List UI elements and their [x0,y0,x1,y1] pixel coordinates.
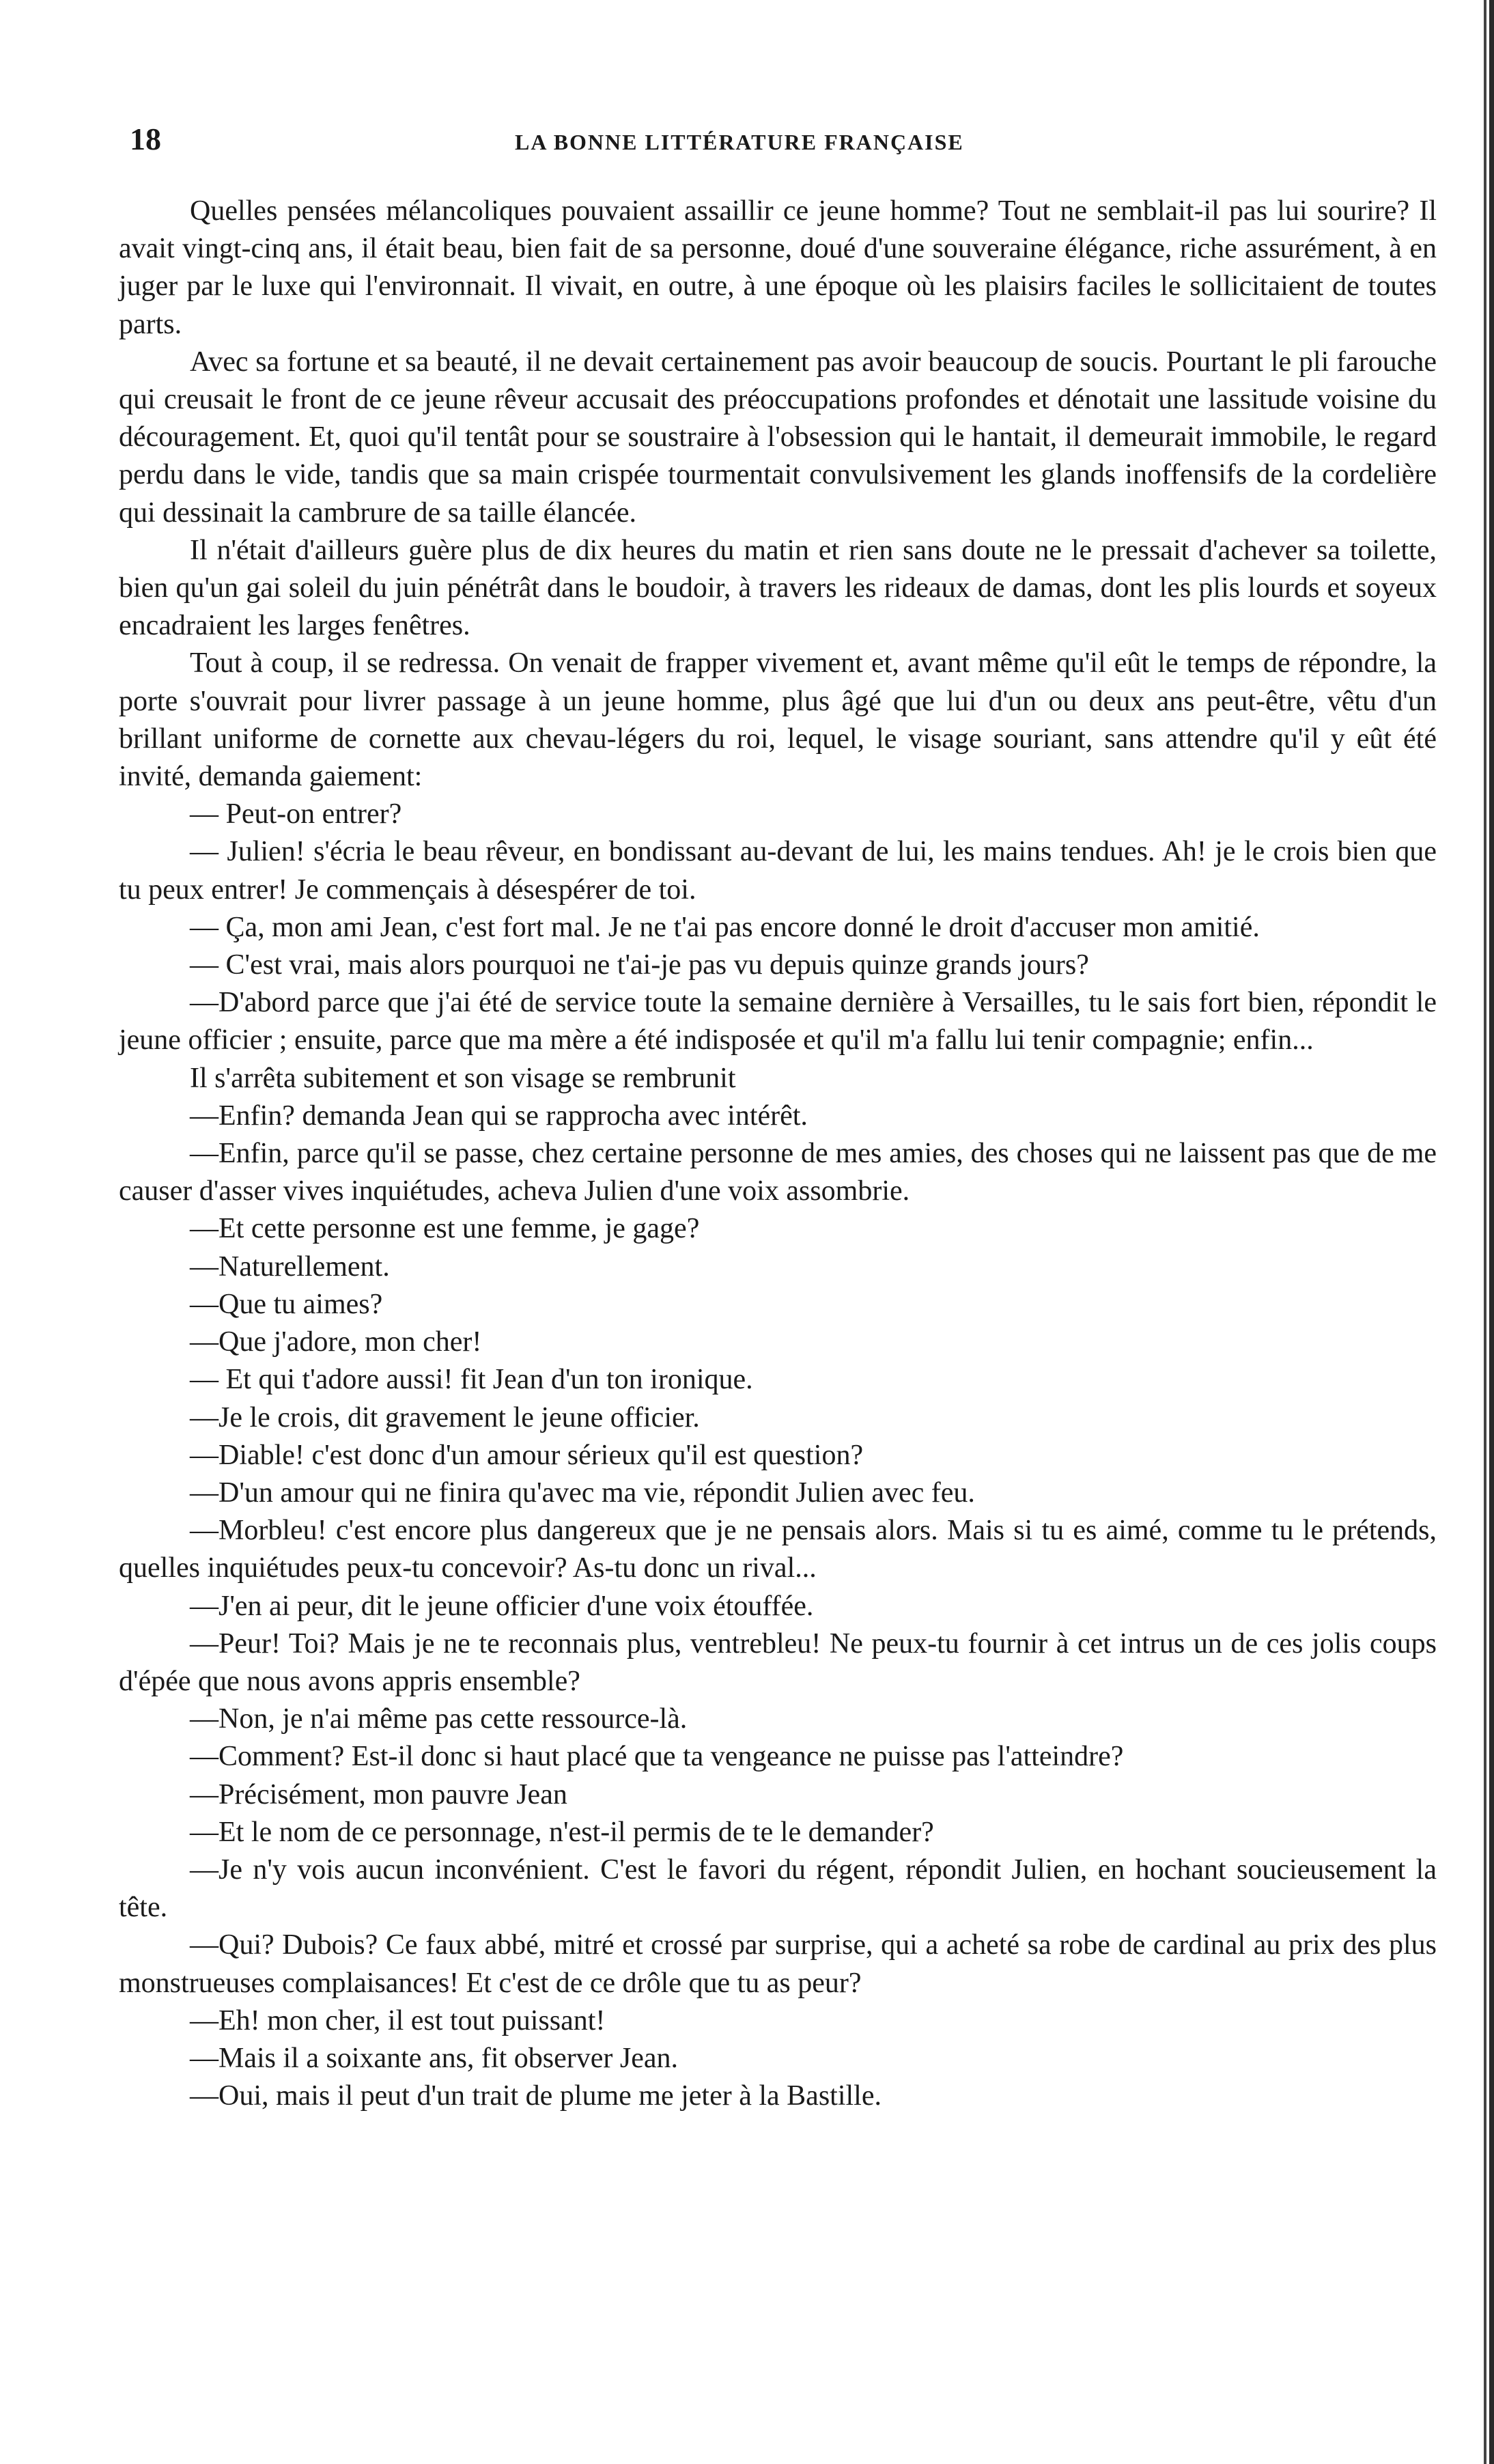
dialogue-line: —Diable! c'est donc d'un amour sérieux qu'il est question? [190,1439,864,1471]
paragraph: Il s'arrêta subitement et son visage se rembrunit [190,1062,736,1094]
dialogue-line: —Que tu aimes? [190,1288,383,1320]
paragraph: Avec sa fortune et sa beauté, il ne devait certainement pas avoir beaucoup de soucis. Pourtant le pli farouche qui creusait le front de ce jeune rêveur accusait des préoccupations profondes et dénotait une lassitude voisine du découragement. Et, quoi qu'il tentât pour se soustraire à l'obsession qui le hantait, il demeurait immobile, le regard perdu dans le vide, tandis que sa main crispée tourmentait convulsivement les glands inoffensifs de la cordelière qui dessinait la cambrure de sa taille élancée. [119,346,1437,529]
dialogue-line: — Et qui t'adore aussi! fit Jean d'un ton ironique. [190,1364,753,1396]
dialogue-line: —D'un amour qui ne finira qu'avec ma vie, répondit Julien avec feu. [190,1476,975,1509]
dialogue-line: —Et le nom de ce personnage, n'est-il permis de te le demander? [190,1816,934,1848]
dialogue-line: — Ça, mon ami Jean, c'est fort mal. Je ne t'ai pas encore donné le droit d'accuser mon amitié. [190,911,1260,943]
dialogue-line: — Peut-on entrer? [190,798,402,830]
dialogue-line: —Mais il a soixante ans, fit observer Jean. [190,2042,678,2074]
dialogue-line: —Eh! mon cher, il est tout puissant! [190,2004,606,2036]
dialogue-line: —Naturellement. [190,1250,390,1283]
dialogue-line: —Précisément, mon pauvre Jean [190,1778,567,1810]
dialogue-line: —Comment? Est-il donc si haut placé que ta vengeance ne puisse pas l'atteindre? [190,1741,1124,1773]
page-edge-shadow [1484,0,1486,2464]
paragraph: Quelles pensées mélancoliques pouvaient assaillir ce jeune homme? Tout ne semblait-il pas lui sourire? Il avait vingt-cinq ans, il était beau, bien fait de sa personne, doué d'une souveraine élégance, riche assurément, à en juger par le luxe qui l'environnait. Il vivait, en outre, à une époque où les plaisirs faciles le sollicitaient de toutes parts. [119,195,1437,340]
dialogue-line: —Enfin, parce qu'il se passe, chez certaine personne de mes amies, des choses qui ne laissent pas que de me causer d'asser vives inquiétudes, acheva Julien d'une voix assombrie. [119,1138,1437,1207]
dialogue-line: —Je n'y vois aucun inconvénient. C'est le favori du régent, répondit Julien, en hochant soucieusement la tête. [119,1853,1437,1924]
paragraph: Tout à coup, il se redressa. On venait de frapper vivement et, avant même qu'il eût le temps de répondre, la porte s'ouvrait pour livrer passage à un jeune homme, plus âgé que lui d'un ou deux ans peut-être, vêtu d'un brillant uniforme de cornette aux chevau-légers du roi, lequel, le visage souriant, sans attendre qu'il y eût été invité, demanda gaiement: [119,647,1437,793]
page-header [119,116,1437,164]
dialogue-line: — C'est vrai, mais alors pourquoi ne t'ai-je pas vu depuis quinze grands jours? [190,949,1089,981]
dialogue-line: —J'en ai peur, dit le jeune officier d'une voix étouffée. [190,1590,814,1622]
paragraph: Il n'était d'ailleurs guère plus de dix heures du matin et rien sans doute ne le pressait d'achever sa toilette, bien qu'un gai soleil du juin pénétrât dans le boudoir, à travers les rideaux de damas, dont les plis lourds et soyeux encadraient les larges fenêtres. [119,534,1437,642]
dialogue-line: —Peur! Toi? Mais je ne te reconnais plus, ventrebleu! Ne peux-tu fournir à cet intrus un de ces jolis coups d'épée que nous avons appris ensemble? [119,1627,1437,1697]
dialogue-line: —Oui, mais il peut d'un trait de plume me jeter à la Bastille. [190,2080,882,2112]
dialogue-line: —Non, je n'ai même pas cette ressource-là. [190,1703,688,1735]
running-title: LA BONNE LITTÉRATURE FRANÇAISE [515,130,964,154]
dialogue-line: — Julien! s'écria le beau rêveur, en bondissant au-devant de lui, les mains tendues. Ah! je le crois bien que tu peux entrer! Je commençais à désespérer de toi. [119,836,1437,906]
body-text [119,193,1437,2115]
dialogue-line: —Et cette personne est une femme, je gage? [190,1213,700,1245]
dialogue-line: —Je le crois, dit gravement le jeune officier. [190,1401,700,1433]
page-edge [1489,0,1494,2464]
dialogue-line: —Morbleu! c'est encore plus dangereux que je ne pensais alors. Mais si tu es aimé, comme tu le prétends, quelles inquiétudes peux-tu concevoir? As-tu donc un rival... [119,1515,1437,1584]
page-number: 18 [130,122,161,156]
dialogue-line: —Qui? Dubois? Ce faux abbé, mitré et crossé par surprise, qui a acheté sa robe de cardinal au prix des plus monstrueuses complaisances! Et c'est de ce drôle que tu as peur? [119,1929,1437,1999]
dialogue-line: —Que j'adore, mon cher! [190,1326,482,1358]
dialogue-line: —Enfin? demanda Jean qui se rapprocha avec intérêt. [190,1100,808,1132]
dialogue-line: —D'abord parce que j'ai été de service toute la semaine dernière à Versailles, tu le sais fort bien, répondit le jeune officier ; ensuite, parce que ma mère a été indisposée et qu'il m'a fallu lui tenir compagnie; enfin... [119,987,1437,1056]
